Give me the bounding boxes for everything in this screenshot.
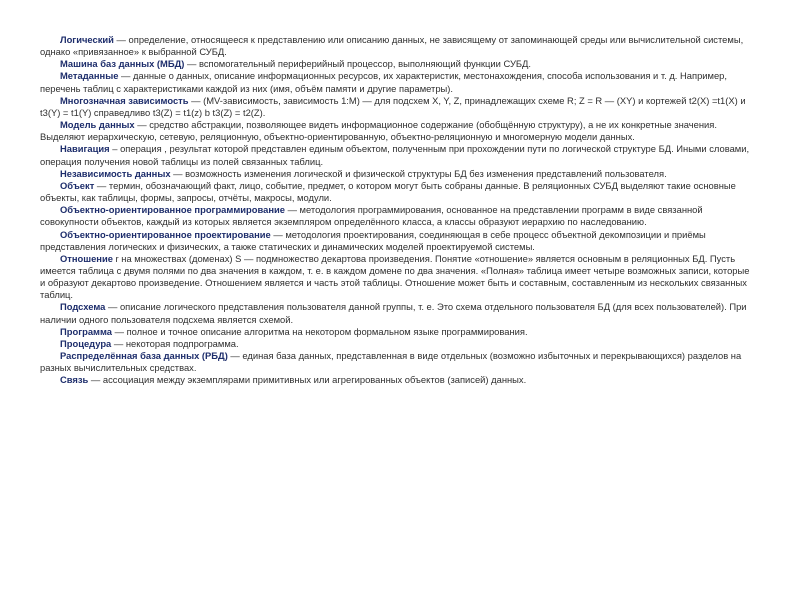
glossary-term: Независимость данных <box>60 167 171 179</box>
glossary-entry <box>40 350 754 374</box>
glossary-definition: — описание логического представления пользователя данной группы, т. е. Это схема отдельного пользователя БД (для всех пользователей). При наличии одного пользователя подсхема является схемой. <box>40 301 747 325</box>
glossary-term: Модель данных <box>60 119 135 131</box>
glossary-term: Объектно-ориентированное программирование <box>60 204 285 216</box>
glossary-term: Процедура <box>60 337 112 349</box>
glossary-entry <box>40 58 754 70</box>
glossary-entry <box>40 168 754 180</box>
glossary-entry <box>40 374 754 386</box>
glossary-entry <box>40 338 754 350</box>
glossary-entry <box>40 70 754 94</box>
glossary-term: Объектно-ориентированное проектирование <box>60 228 271 240</box>
glossary-entry <box>40 326 754 338</box>
glossary-term: Объект <box>60 179 95 191</box>
glossary-entry <box>40 119 754 143</box>
glossary-term: Машина баз данных (МБД) <box>60 58 185 70</box>
glossary-term: Программа <box>60 325 112 337</box>
glossary-term: Многозначная зависимость <box>60 94 189 106</box>
glossary-definition: — ассоциация между экземплярами примитивных или агрегированных объектов (записей) данных. <box>88 374 527 386</box>
glossary-entry <box>40 204 754 228</box>
glossary-definition: r на множествах (доменах) S — подмножество декартова произведения. Понятие «отношение» является основным в реляционных БД. Пусть имеется таблица с двумя полями по два значения в каждом, т. е. в каждом домене по два значения. «Полная» таблица имеет четыре возможных записи, которые и образуют декартово произведение. Отношением является и часть этой таблицы. Отношение может быть и составным, составленным из нескольких связанных таблиц. <box>40 252 750 301</box>
glossary-term: Логический <box>60 34 114 45</box>
glossary-definition: — вспомогательный периферийный процессор, выполняющий функции СУБД. <box>184 58 532 70</box>
glossary-entry <box>40 180 754 204</box>
glossary-term: Навигация <box>60 143 110 155</box>
glossary-definition: — некоторая подпрограмма. <box>111 337 239 349</box>
glossary-definition: — определение, относящееся к представлению или описанию данных, не зависящему от запоминающей среды или вычислительной системы, однако «привязанное» к выбранной СУБД. <box>40 34 744 58</box>
glossary-definition: — методология проектирования, соединяющая в себе процесс объектной декомпозиции и приёмы представления логических и физических, а также статических и динамических моделей проектируемой системы. <box>40 228 706 252</box>
glossary-entry <box>40 253 754 302</box>
glossary-term: Метаданные <box>60 70 119 82</box>
glossary-definition: — данные о данных, описание информационных ресурсов, их характеристик, местонахождения, способа использования и т. д. Например, перечень таблиц с характеристиками каждой из них (имя, объём памяти и другие параметры). <box>40 70 727 94</box>
glossary-entry <box>40 34 754 58</box>
glossary-term: Отношение <box>60 252 113 264</box>
glossary-definition: – операция , результат которой представлен единым объектом, полученным при прохождении пути по логической структуре БД. Иными словами, операция получения новой таблицы из полей связанных таблиц. <box>40 143 750 167</box>
glossary-definition: — (MV-зависимость, зависимость 1:M) — для подсхем X, Y, Z, принадлежащих схеме R; Z = R — (XY) и кортежей t2(X) =t1(X) и t3(Y) = t1(Y) справедливо t3(Z) = t1(z) b t3(Z) = t2(Z). <box>40 94 746 118</box>
glossary-entry <box>40 95 754 119</box>
glossary-term: Связь <box>60 374 89 386</box>
glossary-term: Распределённая база данных (РБД) <box>60 350 228 362</box>
glossary-definition: — полное и точное описание алгоритма на некотором формальном языке программирования. <box>112 325 528 337</box>
glossary-definition: — методология программирования, основанное на представлении программ в виде связанной совокупности объектов, каждый из которых является экземпляром определённого класса, а классы образуют иерархию по наследованию. <box>40 204 703 228</box>
glossary-term: Подсхема <box>60 301 106 313</box>
glossary-definition: — термин, обозначающий факт, лицо, событие, предмет, о котором могут быть собраны данные. В реляционных СУБД выделяют такие основные объекты, как таблицы, формы, запросы, отчёты, макросы, модули. <box>40 179 736 204</box>
glossary-definition: — средство абстракции, позволяющее видеть информационное содержание (обобщённую структуру), а не их конкретные значения. Выделяют иерархическую, сетевую, реляционную, объектно-ориентированную, объектно-реляционную и многомерную модели данных. <box>40 119 717 143</box>
glossary-entry <box>40 229 754 253</box>
glossary-entry <box>40 143 754 167</box>
glossary-entry <box>40 301 754 325</box>
glossary-definition: — единая база данных, представленная в виде отдельных (возможно избыточных и перекрывающихся) разделов на разных вычислительных средствах. <box>40 350 742 374</box>
glossary-definition: — возможность изменения логической и физической структуры БД без изменения представлений пользователя. <box>170 167 667 179</box>
